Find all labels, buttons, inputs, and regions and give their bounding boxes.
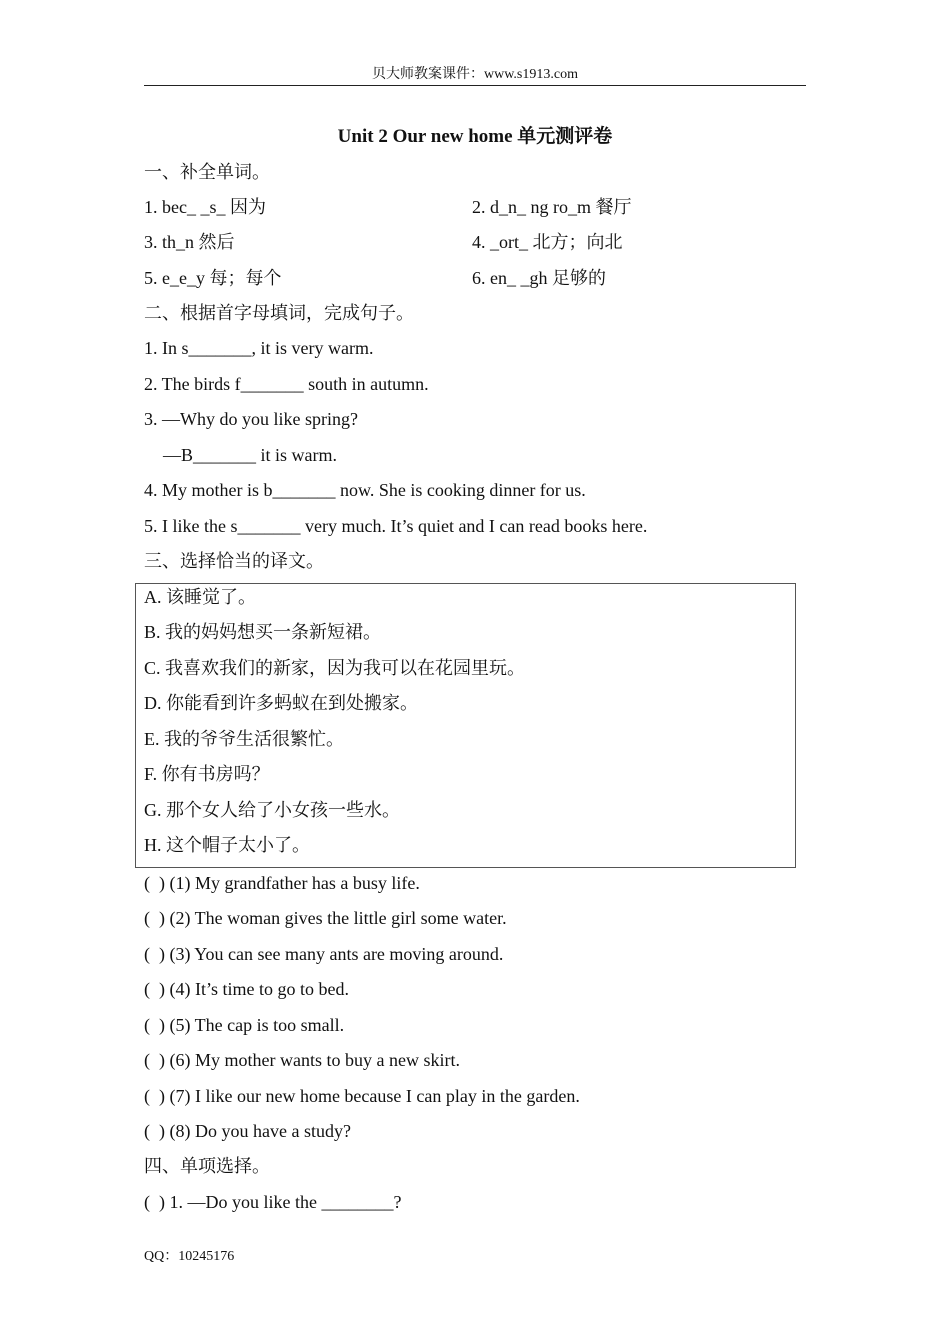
sentence-item-2: 2. The birds f_______ south in autumn. [144,374,429,394]
match-question-7: ( ) (7) I like our new home because I can play in the garden. [144,1086,580,1106]
sentence-item-5: 5. I like the s_______ very much. It’s quiet and I can read books here. [144,516,648,536]
section3-heading: 三、选择恰当的译文。 [144,551,324,571]
word-item-3: 3. th_n 然后 [144,232,235,252]
page-header: 贝大师教案课件：www.s1913.com [372,67,578,82]
option-d: D. 你能看到许多蚂蚁在到处搬家。 [144,693,418,713]
section1-heading: 一、补全单词。 [144,162,270,182]
option-f: F. 你有书房吗？ [144,764,270,784]
word-item-6: 6. en_ _gh 足够的 [472,268,606,288]
sentence-item-3-answer: —B_______ it is warm. [163,445,337,465]
section2-heading: 二、根据首字母填词，完成句子。 [144,303,414,323]
match-question-5: ( ) (5) The cap is too small. [144,1015,345,1035]
document-title: Unit 2 Our new home 单元测评卷 [337,126,613,147]
option-e: E. 我的爷爷生活很繁忙。 [144,729,344,749]
match-question-3: ( ) (3) You can see many ants are moving around. [144,944,504,964]
option-h: H. 这个帽子太小了。 [144,835,310,855]
match-question-4: ( ) (4) It’s time to go to bed. [144,979,349,999]
match-question-6: ( ) (6) My mother wants to buy a new skirt. [144,1050,460,1070]
match-question-8: ( ) (8) Do you have a study? [144,1121,351,1141]
sentence-item-3-question: 3. —Why do you like spring? [144,409,358,429]
word-item-5: 5. e_e_y 每；每个 [144,268,282,288]
choice-question-1: ( ) 1. —Do you like the ________? [144,1192,402,1212]
page-footer: QQ：10245176 [144,1249,235,1264]
match-question-1: ( ) (1) My grandfather has a busy life. [144,873,420,893]
option-g: G. 那个女人给了小女孩一些水。 [144,800,400,820]
sentence-item-4: 4. My mother is b_______ now. She is cooking dinner for us. [144,480,586,500]
word-item-1: 1. bec_ _s_ 因为 [144,197,266,217]
option-c: C. 我喜欢我们的新家，因为我可以在花园里玩。 [144,658,526,678]
word-item-2: 2. d_n_ ng ro_m 餐厅 [472,197,632,217]
section4-heading: 四、单项选择。 [144,1156,270,1176]
header-rule [144,85,806,86]
word-item-4: 4. _ort_ 北方；向北 [472,232,623,252]
match-question-2: ( ) (2) The woman gives the little girl some water. [144,908,507,928]
sentence-item-1: 1. In s_______, it is very warm. [144,338,374,358]
option-a: A. 该睡觉了。 [144,587,256,607]
option-b: B. 我的妈妈想买一条新短裙。 [144,622,382,642]
